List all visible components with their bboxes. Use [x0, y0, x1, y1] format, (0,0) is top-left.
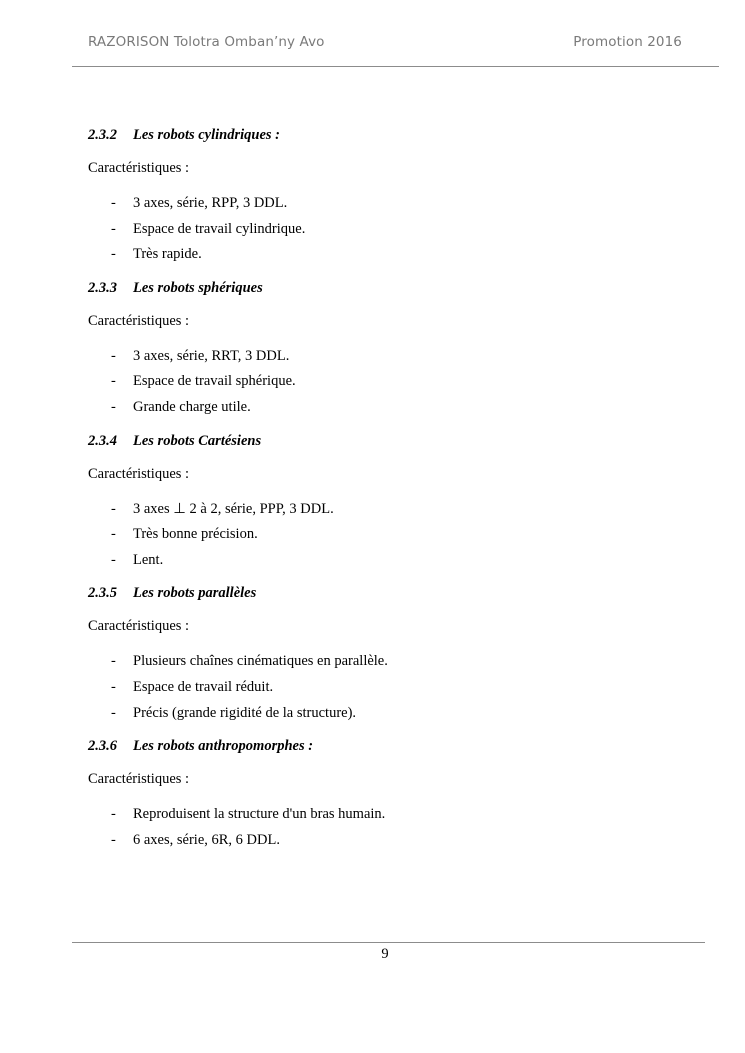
header-author: RAZORISON Tolotra Omban’ny Avo [88, 34, 325, 50]
list-item-text: 3 axes, série, RRT, 3 DDL. [133, 347, 290, 364]
characteristics-label: Caractéristiques : [88, 312, 190, 329]
section-number: 2.3.6 [88, 738, 117, 755]
bullet-dash: - [111, 220, 116, 237]
list-item [88, 676, 688, 702]
section-heading [88, 277, 688, 299]
list-item-text: 3 axes ⊥ 2 à 2, série, PPP, 3 DDL. [133, 500, 334, 517]
list-item-text: Très bonne précision. [133, 526, 258, 543]
section-cylindrical-robots [88, 124, 688, 269]
bullet-dash: - [111, 704, 116, 721]
list-item-text: 3 axes, série, RPP, 3 DDL. [133, 195, 288, 211]
bullet-dash: - [111, 246, 116, 263]
list-item-text: Plusieurs chaînes cinématiques en parallèle. [133, 653, 388, 670]
list-item [88, 192, 688, 218]
section-title: Les robots parallèles [133, 585, 257, 602]
bullet-dash: - [111, 500, 116, 517]
list-item [88, 396, 688, 422]
list-item-text: Grande charge utile. [133, 398, 251, 415]
header-promotion: Promotion 2016 [573, 34, 682, 50]
section-parallel-robots [88, 582, 688, 727]
characteristics-label: Caractéristiques : [88, 771, 190, 788]
bullet-dash: - [111, 526, 116, 543]
list-item [88, 650, 688, 676]
bullet-dash: - [111, 831, 116, 848]
section-number: 2.3.2 [88, 127, 117, 143]
characteristics-list [88, 345, 688, 422]
section-heading [88, 430, 688, 452]
page-content [88, 124, 688, 862]
list-item-text: Espace de travail cylindrique. [133, 220, 306, 237]
bullet-dash: - [111, 678, 116, 695]
section-title: Les robots anthropomorphes : [133, 738, 314, 755]
list-item [88, 829, 688, 855]
section-heading [88, 582, 688, 604]
list-item [88, 803, 688, 829]
section-number: 2.3.5 [88, 585, 117, 602]
section-heading [88, 735, 688, 757]
section-spherical-robots [88, 277, 688, 422]
list-item [88, 498, 688, 524]
list-item [88, 370, 688, 396]
section-title: Les robots sphériques [133, 279, 263, 296]
list-item-text: Reproduisent la structure d'un bras humain. [133, 806, 386, 823]
list-item-text: 6 axes, série, 6R, 6 DDL. [133, 831, 280, 848]
bullet-dash: - [111, 195, 116, 211]
characteristics-list [88, 192, 688, 269]
section-title: Les robots Cartésiens [133, 432, 262, 449]
section-number: 2.3.4 [88, 432, 117, 449]
bullet-dash: - [111, 373, 116, 390]
bullet-dash: - [111, 653, 116, 670]
section-anthropomorphic-robots [88, 735, 688, 854]
page-number: 9 [381, 946, 389, 962]
footer-rule [72, 942, 705, 943]
bullet-dash: - [111, 347, 116, 364]
characteristics-label: Caractéristiques : [88, 160, 190, 176]
list-item-text: Espace de travail réduit. [133, 678, 274, 695]
list-item [88, 345, 688, 371]
section-number: 2.3.3 [88, 279, 117, 296]
list-item-text: Lent. [133, 551, 164, 568]
section-cartesian-robots [88, 430, 688, 575]
characteristics-list [88, 498, 688, 575]
section-title: Les robots cylindriques : [133, 127, 281, 143]
list-item-text: Espace de travail sphérique. [133, 373, 296, 390]
list-item [88, 702, 688, 728]
list-item [88, 218, 688, 244]
list-item [88, 549, 688, 575]
bullet-dash: - [111, 398, 116, 415]
bullet-dash: - [111, 806, 116, 823]
section-heading [88, 124, 688, 146]
header-rule [72, 66, 719, 67]
characteristics-label: Caractéristiques : [88, 618, 190, 635]
list-item [88, 243, 688, 269]
characteristics-label: Caractéristiques : [88, 465, 190, 482]
bullet-dash: - [111, 551, 116, 568]
characteristics-list [88, 803, 688, 854]
list-item [88, 523, 688, 549]
list-item-text: Très rapide. [133, 246, 202, 263]
list-item-text: Précis (grande rigidité de la structure). [133, 704, 357, 721]
running-header [88, 34, 682, 50]
characteristics-list [88, 650, 688, 727]
